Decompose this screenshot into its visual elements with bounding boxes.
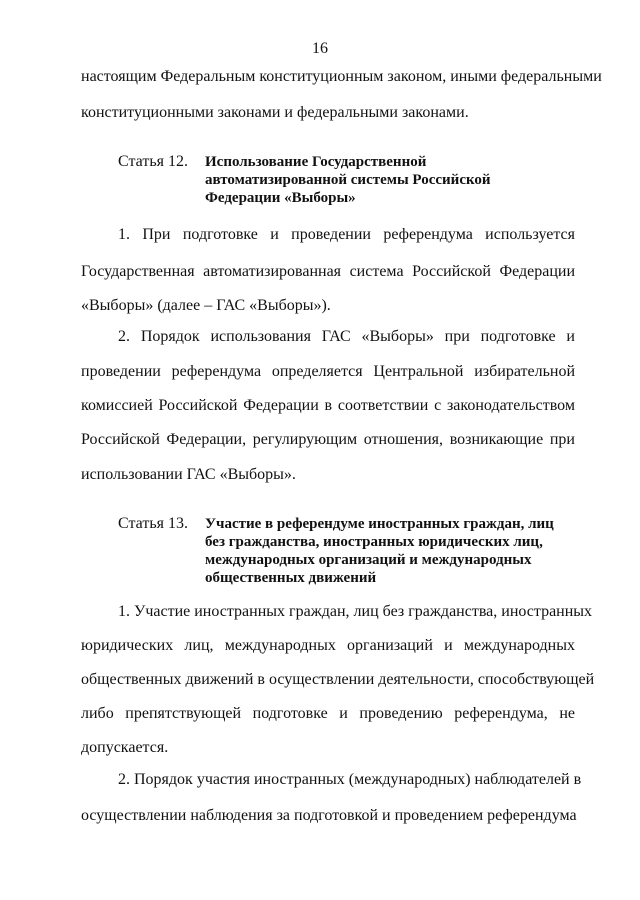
article-12-p2-line-4: Российской Федерации, регулирующим отношения, возникающие при xyxy=(81,431,575,448)
article-12-p1-line-3: «Выборы» (далее – ГАС «Выборы»). xyxy=(81,297,331,314)
article-12-p1-line-1: 1. При подготовке и проведении референдума используется xyxy=(118,226,575,243)
article-12-p2-line-5: использовании ГАС «Выборы». xyxy=(81,466,296,483)
article-13-p1-line-4: либо препятствующей подготовке и проведению референдума, не xyxy=(81,705,575,722)
intro-line-1: настоящим Федеральным конституционным законом, иными федеральными xyxy=(81,68,602,85)
article-13-p1-line-1: 1. Участие иностранных граждан, лиц без гражданства, иностранных xyxy=(118,603,593,620)
article-13-title-line-4: общественных движений xyxy=(205,570,377,586)
page-number: 16 xyxy=(312,40,328,57)
article-12-title-line-3: Федерации «Выборы» xyxy=(205,190,356,206)
article-12-p2-line-3: комиссией Российской Федерации в соответствии с законодательством xyxy=(81,397,575,414)
article-13-p1-line-5: допускается. xyxy=(81,739,169,756)
article-12-title-line-2: автоматизированной системы Российской xyxy=(205,172,491,188)
article-12-label: Статья 12. xyxy=(118,153,188,170)
article-13-title-line-2: без гражданства, иностранных юридических лиц, xyxy=(205,534,543,550)
article-12-p1-line-2: Государственная автоматизированная система Российской Федерации xyxy=(81,263,575,280)
article-13-title xyxy=(205,515,585,587)
article-13-p1-line-2: юридических лиц, международных организаций и международных xyxy=(81,637,575,654)
article-13-p2-line-2: осуществлении наблюдения за подготовкой и проведением референдума xyxy=(81,807,577,824)
article-12-p2-line-1: 2. Порядок использования ГАС «Выборы» при подготовке и xyxy=(118,328,575,345)
article-13-p2-line-1: 2. Порядок участия иностранных (международных) наблюдателей в xyxy=(118,771,582,788)
article-12-title xyxy=(205,153,585,207)
intro-line-2: конституционными законами и федеральными законами. xyxy=(81,104,469,121)
article-13-label: Статья 13. xyxy=(118,515,188,532)
article-13-title-line-1: Участие в референдуме иностранных граждан, лиц xyxy=(205,516,554,532)
article-13-title-line-3: международных организаций и международных xyxy=(205,552,532,568)
article-12-p2-line-2: проведении референдума определяется Центральной избирательной xyxy=(81,363,575,380)
article-13-p1-line-3: общественных движений в осуществлении деятельности, способствующей xyxy=(81,671,595,688)
article-12-title-line-1: Использование Государственной xyxy=(205,154,427,170)
